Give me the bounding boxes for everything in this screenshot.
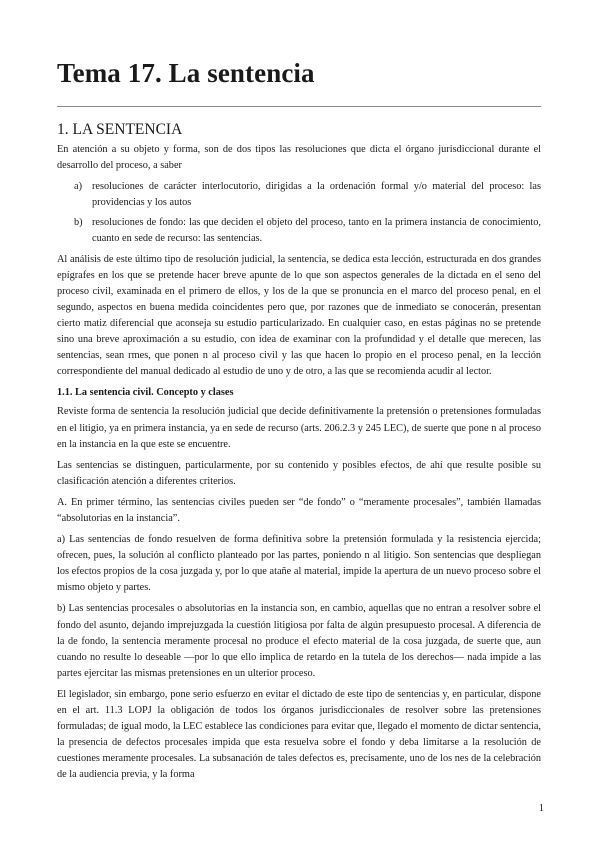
title-divider	[57, 106, 541, 107]
list-text: resoluciones de carácter interlocutorio, dirigidas a la ordenación formal y/o material del proceso: las providencias y los autos	[92, 181, 541, 209]
procesales-paragraph: b) Las sentencias procesales o absolutorias en la instancia son, en cambio, aquellas que no entran a resolver sobre el fondo del asunto, dejando imprejuzgada la cuestión litigiosa por falta de algún presupuesto procesal. A diferencia de la de fondo, la sentencia meramente procesal no produce el efecto material de la cosa juzgada, de suerte que, aun cuando no resulte lo deseable —por lo que ello implica de retardo en la tutela de los derechos— nada impide a las partes ejercitar las mismas pretensiones en un ulterior proceso.	[57, 603, 541, 679]
analysis-paragraph: Al análisis de este último tipo de resolución judicial, la sentencia, se dedica esta lección, estructurada en dos grandes epígrafes en los que se pretende hacer breve apunte de lo que son aspectos generales de la dictada en el seno del proceso civil, examinada en el primero de ellos, y los de la que se pronuncia en el marco del proceso penal, en el segundo, aspectos en buena medida coincidentes pero que, por razones que de inmediato se conocerán, presentan cierto matiz diferencial que aconseja su estudio particularizado. En cualquier caso, en estas páginas no se pretende sino una breve aproximación a su estudio, con idea de examinar con la profundidad y el detalle que merecen, las sentencias, sean rmes, que ponen n al proceso civil y las que hacen lo propio en el proceso penal, en la lección correspondiente del manual dedicado al estudio de uno y de otro, a las que se recomienda acudir al lector.	[57, 253, 541, 378]
intro-paragraph: En atención a su objeto y forma, son de dos tipos las resoluciones que dicta el órgano jurisdiccional durante el desarrollo del proceso, a saber	[57, 144, 541, 172]
list-item	[57, 215, 541, 247]
criterion-a-paragraph: A. En primer término, las sentencias civiles pueden ser “de fondo” o “meramente procesales”, también llamadas “absolutorias en la instancia”.	[57, 496, 541, 524]
definition-paragraph: Reviste forma de sentencia la resolución judicial que decide definitivamente la pretensión o pretensiones formuladas en el litigio, ya en primera instancia, ya en sede de recurso (arts. 206.2.3 y 245 LEC), de suerte que pone n al proceso en la instancia en la que este se encuentre.	[57, 406, 541, 450]
legislador-paragraph: El legislador, sin embargo, pone serio esfuerzo en evitar el dictado de este tipo de sentencias y, en particular, dispone en el art. 11.3 LOPJ la obligación de todos los órganos jurisdiccionales de resolver sobre las pretensiones formuladas; de igual modo, la LEC establece las condiciones para evitar que, llegado el momento de dictar sentencia, la presencia de defectos procesales impida que esta resuelva sobre el fondo y deba limitarse a la resolución de cuestiones meramente procesales. La subsanación de tales defectos es, precisamente, uno de los nes de la celebración de la audiencia previa, y la forma	[57, 688, 541, 781]
list-text: resoluciones de fondo: las que deciden el objeto del proceso, tanto en la primera instancia de conocimiento, cuanto en sede de recurso: las sentencias.	[92, 217, 541, 245]
section-heading: 1. LA SENTENCIA	[57, 121, 183, 138]
page-number: 1	[538, 803, 544, 814]
list-item	[57, 179, 541, 211]
list-label: a)	[74, 181, 82, 193]
classification-paragraph: Las sentencias se distinguen, particularmente, por su contenido y posibles efectos, de ahí que resulte posible su clasificación atención a diferentes criterios.	[57, 459, 541, 487]
fondo-paragraph: a) Las sentencias de fondo resuelven de forma definitiva sobre la pretensión formulada y la resistencia ejercida; ofrecen, pues, la solución al conflicto planteado por las partes, poniendo n al litigio. Son sentencias que despliegan los efectos propios de la cosa juzgada y, por lo que atañe al material, impide la apertura de un nuevo proceso sobre el mismo objeto y partes.	[57, 534, 541, 594]
body-text	[57, 142, 541, 788]
subsection-heading: 1.1. La sentencia civil. Concepto y clases	[57, 387, 234, 399]
list-label: b)	[74, 217, 83, 229]
page-title: Tema 17. La sentencia	[57, 58, 315, 88]
